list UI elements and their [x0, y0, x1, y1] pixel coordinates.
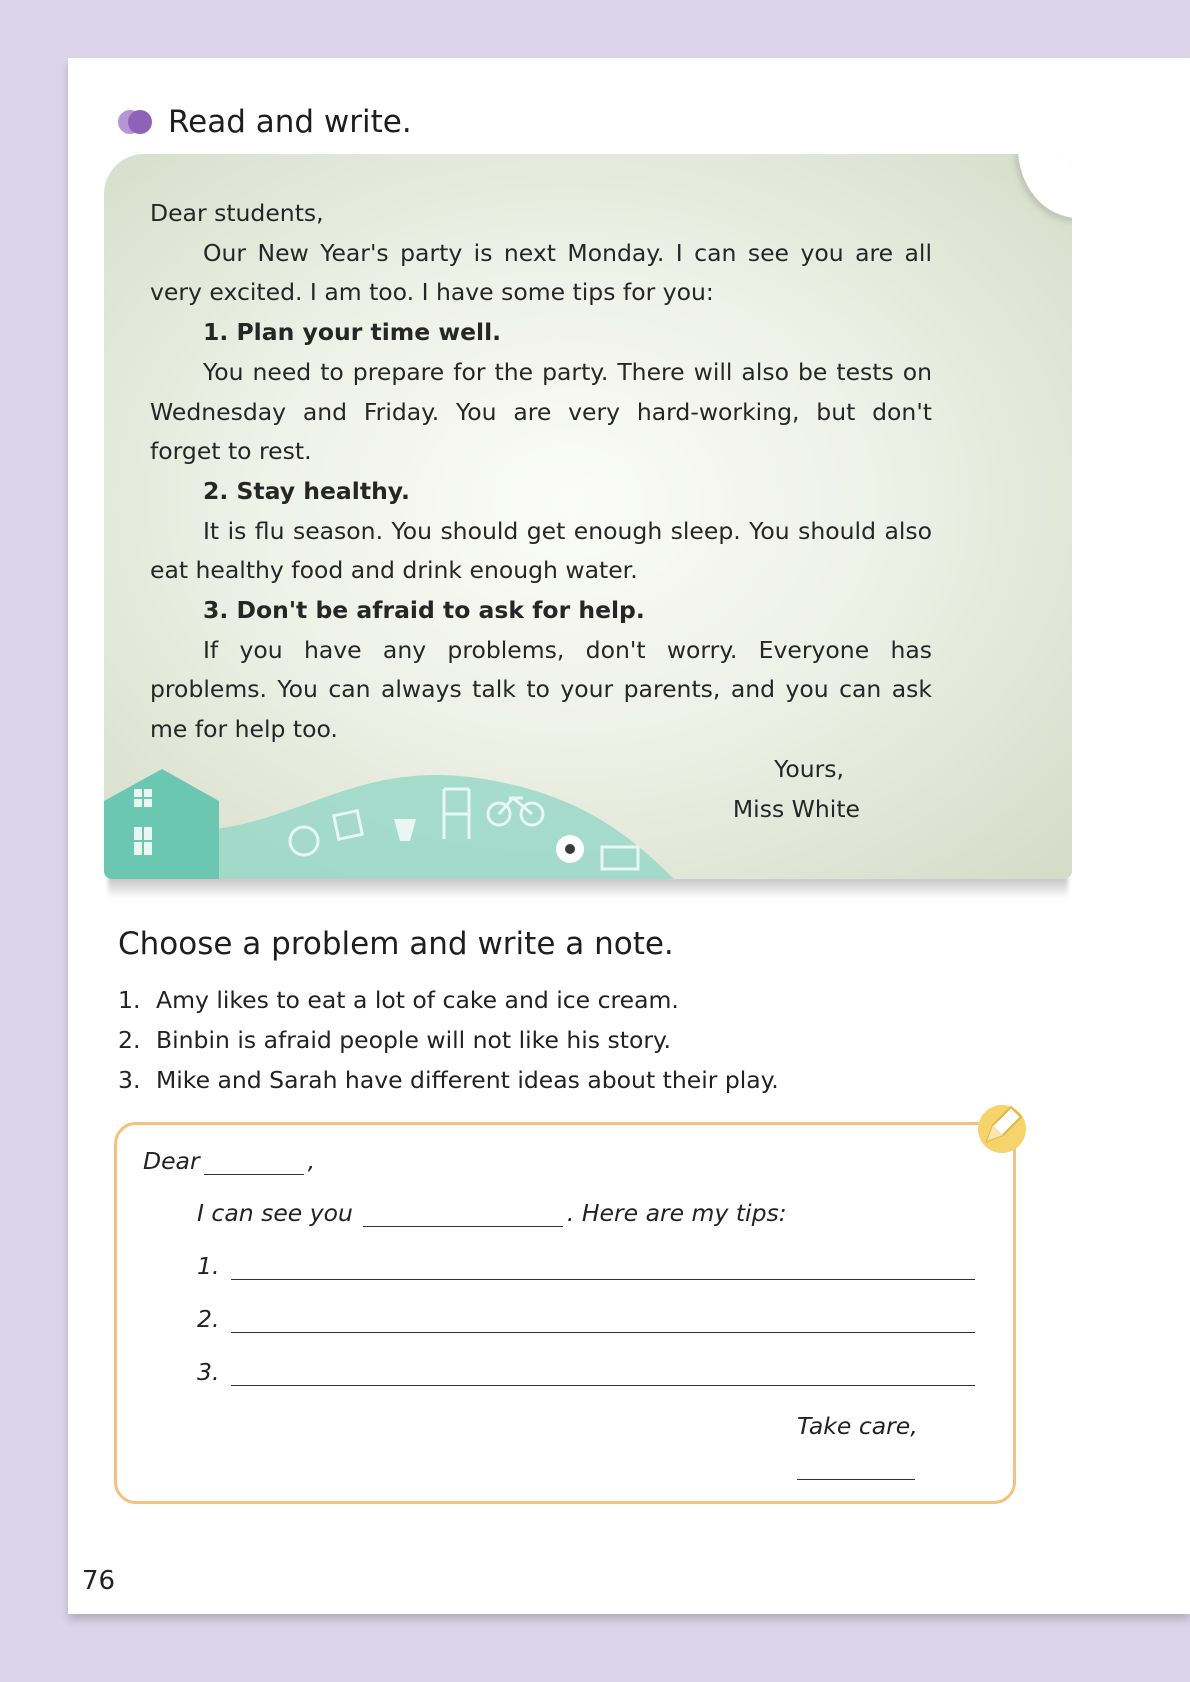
- letter-greeting: Dear students,: [150, 199, 324, 227]
- pencil-icon: [973, 1097, 1031, 1155]
- item-text: Amy likes to eat a lot of cake and ice cream.: [156, 986, 679, 1014]
- tip-line-1: [197, 1252, 979, 1280]
- note-writing-box: [114, 1122, 1016, 1504]
- tip-blank[interactable]: [231, 1255, 975, 1280]
- list-item: [118, 1020, 779, 1060]
- signature-blank[interactable]: [797, 1455, 915, 1480]
- tip-number: 1.: [197, 1252, 220, 1280]
- dear-line: [143, 1147, 315, 1175]
- tip-blank[interactable]: [231, 1361, 975, 1386]
- tip-text: It is flu season. You should get enough sleep. You should also eat healthy food and drink enough water.: [150, 516, 932, 585]
- dear-label: Dear: [143, 1147, 200, 1175]
- tip-number: 3.: [197, 1358, 220, 1386]
- see-you-suffix: . Here are my tips:: [566, 1199, 787, 1227]
- see-you-prefix: I can see you: [197, 1199, 353, 1227]
- name-blank[interactable]: [204, 1150, 304, 1175]
- item-number: 1.: [118, 986, 141, 1014]
- tip-title: 2. Stay healthy.: [203, 476, 410, 505]
- item-number: 2.: [118, 1026, 141, 1054]
- problem-blank[interactable]: [363, 1202, 563, 1227]
- tip-text: If you have any problems, don't worry. Everyone has problems. You can always talk to your parents, and you can ask me for help too.: [150, 635, 932, 744]
- heading-text: Read and write.: [168, 104, 412, 140]
- page-curl: [1018, 154, 1072, 218]
- section-heading: [118, 102, 412, 142]
- item-text: Mike and Sarah have different ideas about their play.: [156, 1066, 779, 1094]
- note-closing: Take care,: [797, 1412, 918, 1440]
- tip-title: 1. Plan your time well.: [203, 318, 502, 347]
- letter-body: [150, 194, 932, 829]
- closing-line: [797, 1412, 918, 1440]
- letter-intro: Our New Year's party is next Monday. I can see you are all very excited. I am too. I have some tips for you:: [150, 238, 932, 307]
- list-item: [118, 1060, 779, 1100]
- problem-list: [118, 980, 779, 1100]
- letter-signoff: [150, 750, 932, 829]
- tip-number: 2.: [197, 1305, 220, 1333]
- signature-line: [797, 1455, 915, 1480]
- list-item: [118, 980, 779, 1020]
- letter-shadow: [108, 876, 1068, 898]
- see-you-line: [197, 1199, 787, 1227]
- tip-title: 3. Don't be afraid to ask for help.: [203, 596, 645, 625]
- item-text: Binbin is afraid people will not like his story.: [156, 1026, 672, 1054]
- bullet-dots-icon: [118, 109, 154, 135]
- letter-closing: Yours,: [774, 754, 844, 783]
- letter-signature: Miss White: [732, 794, 860, 823]
- page-number: 76: [82, 1566, 116, 1596]
- tip-blank[interactable]: [231, 1308, 975, 1333]
- letter-card: [104, 154, 1072, 879]
- tip-line-2: [197, 1305, 979, 1333]
- workbook-page: [68, 58, 1190, 1614]
- task-heading: Choose a problem and write a note.: [118, 926, 674, 962]
- item-number: 3.: [118, 1066, 141, 1094]
- tip-text: You need to prepare for the party. There will also be tests on Wednesday and Friday. You are very hard-working, but don't forget to rest.: [150, 357, 932, 466]
- tip-line-3: [197, 1358, 979, 1386]
- comma: ,: [307, 1147, 316, 1175]
